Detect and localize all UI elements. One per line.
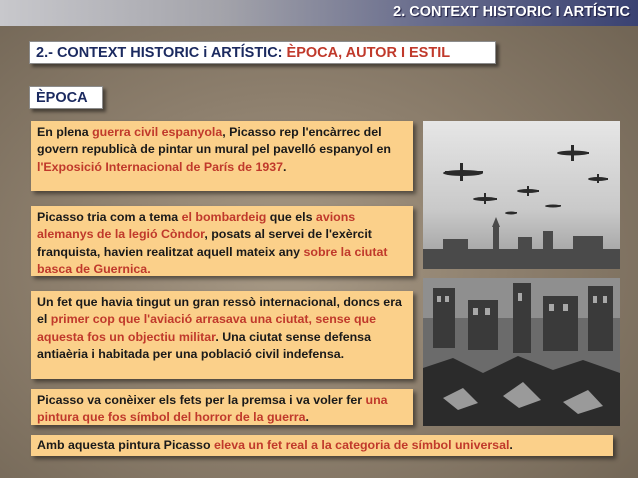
section-header-highlight: ÈPOCA, AUTOR I ESTIL bbox=[286, 45, 451, 61]
slide-title: 2. CONTEXT HISTORIC I ARTÍSTIC bbox=[393, 4, 630, 20]
paragraph-text: que els bbox=[266, 210, 316, 224]
paragraph-text: . Una ciutat sense defensa antiaèria i habitada per una població civil indefensa. bbox=[37, 329, 371, 361]
bomber-planes-image bbox=[423, 121, 620, 269]
paragraph-text: , posats al servei de l'exèrcit franquista, havien realitzat aquell mateix any bbox=[37, 227, 372, 259]
paragraph-text: , Picasso rep l'encàrrec del govern republicà de pintar un mural pel pavelló espanyol en bbox=[37, 125, 391, 157]
highlighted-text: una pintura que fos símbol del horror de la guerra bbox=[37, 393, 388, 425]
title-bar bbox=[0, 0, 638, 26]
paragraph-text: . bbox=[509, 438, 513, 452]
bomber-planes-photo bbox=[423, 121, 620, 269]
paragraph-text: . bbox=[283, 159, 287, 174]
highlighted-text: guerra civil espanyola bbox=[92, 125, 223, 139]
section-header bbox=[29, 41, 496, 64]
highlighted-text: eleva un fet real a la categoria de símbol universal bbox=[213, 438, 510, 452]
paragraph-text: Picasso tria com a tema bbox=[37, 210, 182, 224]
paragraph-3 bbox=[31, 291, 413, 379]
paragraph-5 bbox=[31, 435, 613, 456]
highlighted-text: l'Exposició Internacional de París de 1937 bbox=[37, 159, 284, 174]
paragraph-text: Un fet que havia tingut un gran ressò internacional, doncs era el bbox=[37, 295, 402, 327]
highlighted-text: avions alemanys de la legió Còndor bbox=[37, 210, 356, 242]
paragraph-1 bbox=[31, 121, 413, 191]
highlighted-text: sobre la ciutat basca de Guernica. bbox=[37, 244, 388, 276]
paragraph-2 bbox=[31, 206, 413, 276]
highlighted-text: primer cop que l'aviació arrasava una ciutat, sense que aquesta fos un objectiu militar bbox=[37, 312, 377, 344]
highlighted-text: el bombardeig bbox=[181, 210, 267, 224]
paragraph-4 bbox=[31, 389, 413, 425]
city-ruins-image bbox=[423, 278, 620, 426]
paragraph-text: En plena bbox=[37, 125, 93, 139]
city-ruins-photo bbox=[423, 278, 620, 426]
paragraph-text: Picasso va conèixer els fets per la premsa i va voler fer bbox=[37, 393, 366, 407]
paragraph-text: . bbox=[305, 410, 309, 425]
paragraph-text: Amb aquesta pintura Picasso bbox=[37, 438, 214, 452]
section-label: ÈPOCA bbox=[29, 86, 103, 109]
section-header-prefix: 2.- CONTEXT HISTORIC i ARTÍSTIC: bbox=[36, 45, 287, 61]
